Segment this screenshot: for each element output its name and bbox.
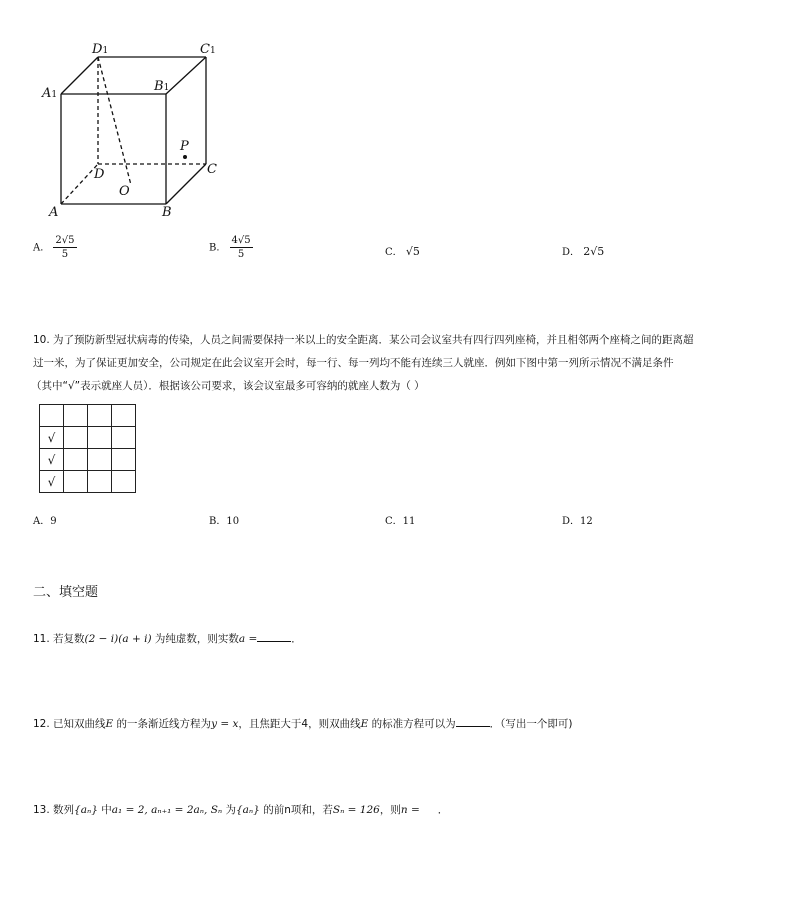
label-C: C bbox=[207, 162, 217, 177]
edge-AD-hidden bbox=[61, 164, 98, 204]
label-P: P bbox=[180, 139, 189, 154]
q13-text: 13. 数列{aₙ} 中a₁ = 2, aₙ₊₁ = 2aₙ, Sₙ 为{aₙ} 的前n项和，若Sₙ = 126，则n = ． bbox=[33, 804, 449, 816]
grid-row bbox=[40, 449, 136, 471]
grid-cell bbox=[88, 427, 112, 449]
q9-option-a[interactable]: A． $\frac{2√5}{5}$ bbox=[33, 235, 75, 260]
grid-cell bbox=[64, 449, 88, 471]
label-A1: A1 bbox=[42, 86, 58, 101]
grid-cell: √ bbox=[40, 449, 64, 471]
q10-line-3: （其中“√”表示就座人员）．根据该公司要求，该会议室最多可容纳的就座人数为（ ） bbox=[31, 380, 425, 392]
edge-B1C1 bbox=[166, 57, 206, 94]
q9-option-b[interactable]: B． $\frac{4√5}{5}$ bbox=[209, 235, 251, 260]
cube-figure bbox=[28, 36, 228, 226]
section-title: 二、填空题 bbox=[33, 585, 99, 600]
answer-blank[interactable] bbox=[257, 631, 291, 642]
seating-grid bbox=[39, 404, 136, 493]
grid-row bbox=[40, 427, 136, 449]
q11-text: 11. 若复数(2 − i)(a + i) 为纯虚数，则实数a = ． bbox=[33, 633, 302, 645]
grid-cell bbox=[112, 471, 136, 493]
q10-option-d[interactable]: D．12 bbox=[562, 516, 593, 527]
label-O: O bbox=[119, 184, 130, 199]
fraction: $\frac{2√5}{5}$ bbox=[55, 235, 75, 260]
q10-option-b[interactable]: B．10 bbox=[209, 516, 240, 527]
point-P bbox=[183, 155, 187, 159]
q10-option-a[interactable]: A．9 bbox=[33, 516, 57, 527]
grid-cell bbox=[64, 471, 88, 493]
grid-row bbox=[40, 471, 136, 493]
q11-expression: (2 − i)(a + i) bbox=[84, 633, 152, 645]
grid-cell bbox=[112, 449, 136, 471]
grid-cell bbox=[88, 405, 112, 427]
label-B1: B1 bbox=[154, 79, 170, 94]
q10-line-2: 过一米，为了保证更加安全，公司规定在此会议室开会时，每一行、每一列均不能有连续三人就座．例如下图中第一列所示情况不满足条件 bbox=[33, 357, 674, 369]
q10-option-c[interactable]: C．11 bbox=[385, 516, 416, 527]
fraction: $\frac{4√5}{5}$ bbox=[231, 235, 251, 260]
segment-D1O bbox=[98, 57, 131, 185]
grid-cell bbox=[64, 405, 88, 427]
edge-A1D1 bbox=[61, 57, 98, 94]
grid-cell bbox=[112, 427, 136, 449]
q9-option-d[interactable]: D． 2√5 bbox=[562, 245, 605, 258]
grid-cell bbox=[88, 449, 112, 471]
q12-text: 12. 已知双曲线E 的一条渐近线方程为y = x，且焦距大于4，则双曲线E 的标准方程可以为 ．（写出一个即可) bbox=[33, 718, 573, 730]
grid-row bbox=[40, 405, 136, 427]
label-B: B bbox=[162, 205, 172, 220]
label-D: D bbox=[94, 167, 105, 182]
label-D1: D1 bbox=[92, 42, 109, 57]
grid-cell: √ bbox=[40, 427, 64, 449]
label-C1: C1 bbox=[200, 42, 216, 57]
q9-option-c[interactable]: C． √5 bbox=[385, 245, 420, 258]
grid-cell: √ bbox=[40, 471, 64, 493]
q10-line-1: 10. 为了预防新型冠状病毒的传染，人员之间需要保持一米以上的安全距离．某公司会议室共有四行四列座椅，并且相邻两个座椅之间的距离超 bbox=[33, 334, 694, 346]
label-A: A bbox=[49, 205, 59, 220]
edge-BC bbox=[166, 164, 206, 204]
answer-blank[interactable] bbox=[456, 716, 490, 727]
grid-cell bbox=[40, 405, 64, 427]
grid-cell bbox=[112, 405, 136, 427]
grid-cell bbox=[64, 427, 88, 449]
grid-cell bbox=[88, 471, 112, 493]
